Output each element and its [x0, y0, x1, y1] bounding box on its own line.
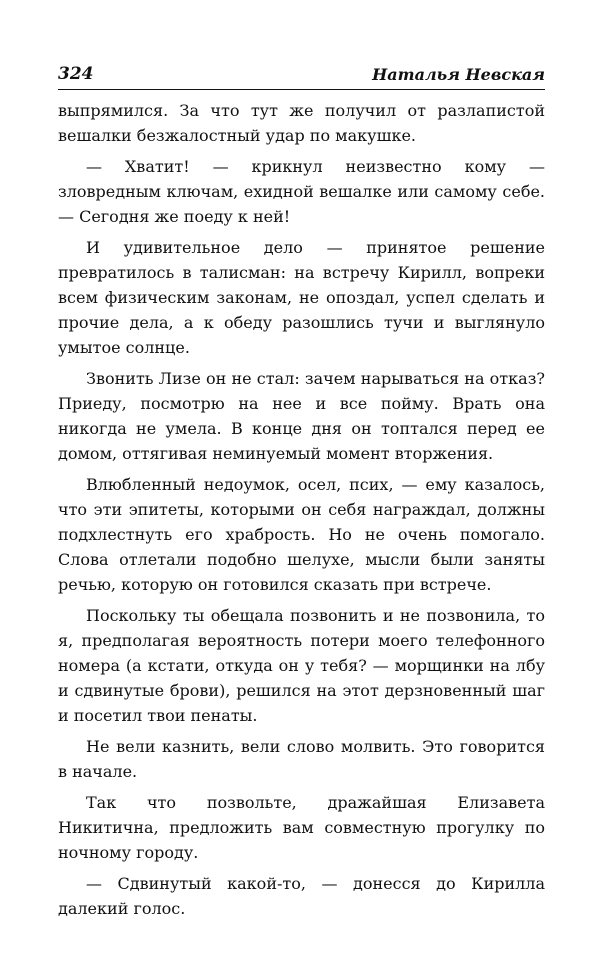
paragraph-6: Поскольку ты обещала позвонить и не позвонила, то я, предполагая вероятность потери моего телефонного номера (а кстати, откуда он у тебя? — морщинки на лбу и сдвинутые брови), решился на этот дерзновенный шаг и посетил твои пенаты.	[58, 606, 545, 725]
paragraph-9: — Сдвинутый какой-то, — донесся до Кирилла далекий голос.	[58, 874, 545, 918]
page-number: 324	[58, 64, 94, 84]
paragraph-5: Влюбленный недоумок, осел, псих, — ему казалось, что эти эпитеты, которыми он себя награждал, должны подхлестнуть его храбрость. Но не очень помогало. Слова отлетали подобно шелухе, мысли были заняты речью, которую он готовился сказать при встрече.	[58, 475, 545, 594]
body-text	[58, 98, 545, 921]
running-title-author: Наталья Невская	[372, 65, 545, 84]
paragraph-3: И удивительное дело — принятое решение превратилось в талисман: на встречу Кирилл, вопреки всем физическим законам, не опоздал, успел сделать и прочие дела, а к обеду разошлись тучи и выглянуло умытое солнце.	[58, 238, 545, 357]
paragraph-1: выпрямился. За что тут же получил от разлапистой вешалки безжалостный удар по макушке.	[58, 101, 545, 145]
paragraph-8: Так что позвольте, дражайшая Елизавета Никитична, предложить вам совместную прогулку по ночному городу.	[58, 793, 545, 862]
running-header	[58, 64, 545, 90]
book-page	[58, 64, 545, 927]
paragraph-7: Не вели казнить, вели слово молвить. Это говорится в начале.	[58, 737, 545, 781]
paragraph-4: Звонить Лизе он не стал: зачем нарываться на отказ? Приеду, посмотрю на нее и все пойму. Врать она никогда не умела. В конце дня он топтался перед ее домом, оттягивая неминуемый момент вторжения.	[58, 369, 545, 463]
paragraph-2: — Хватит! — крикнул неизвестно кому — зловредным ключам, ехидной вешалке или самому себе. — Сегодня же поеду к ней!	[58, 157, 545, 226]
